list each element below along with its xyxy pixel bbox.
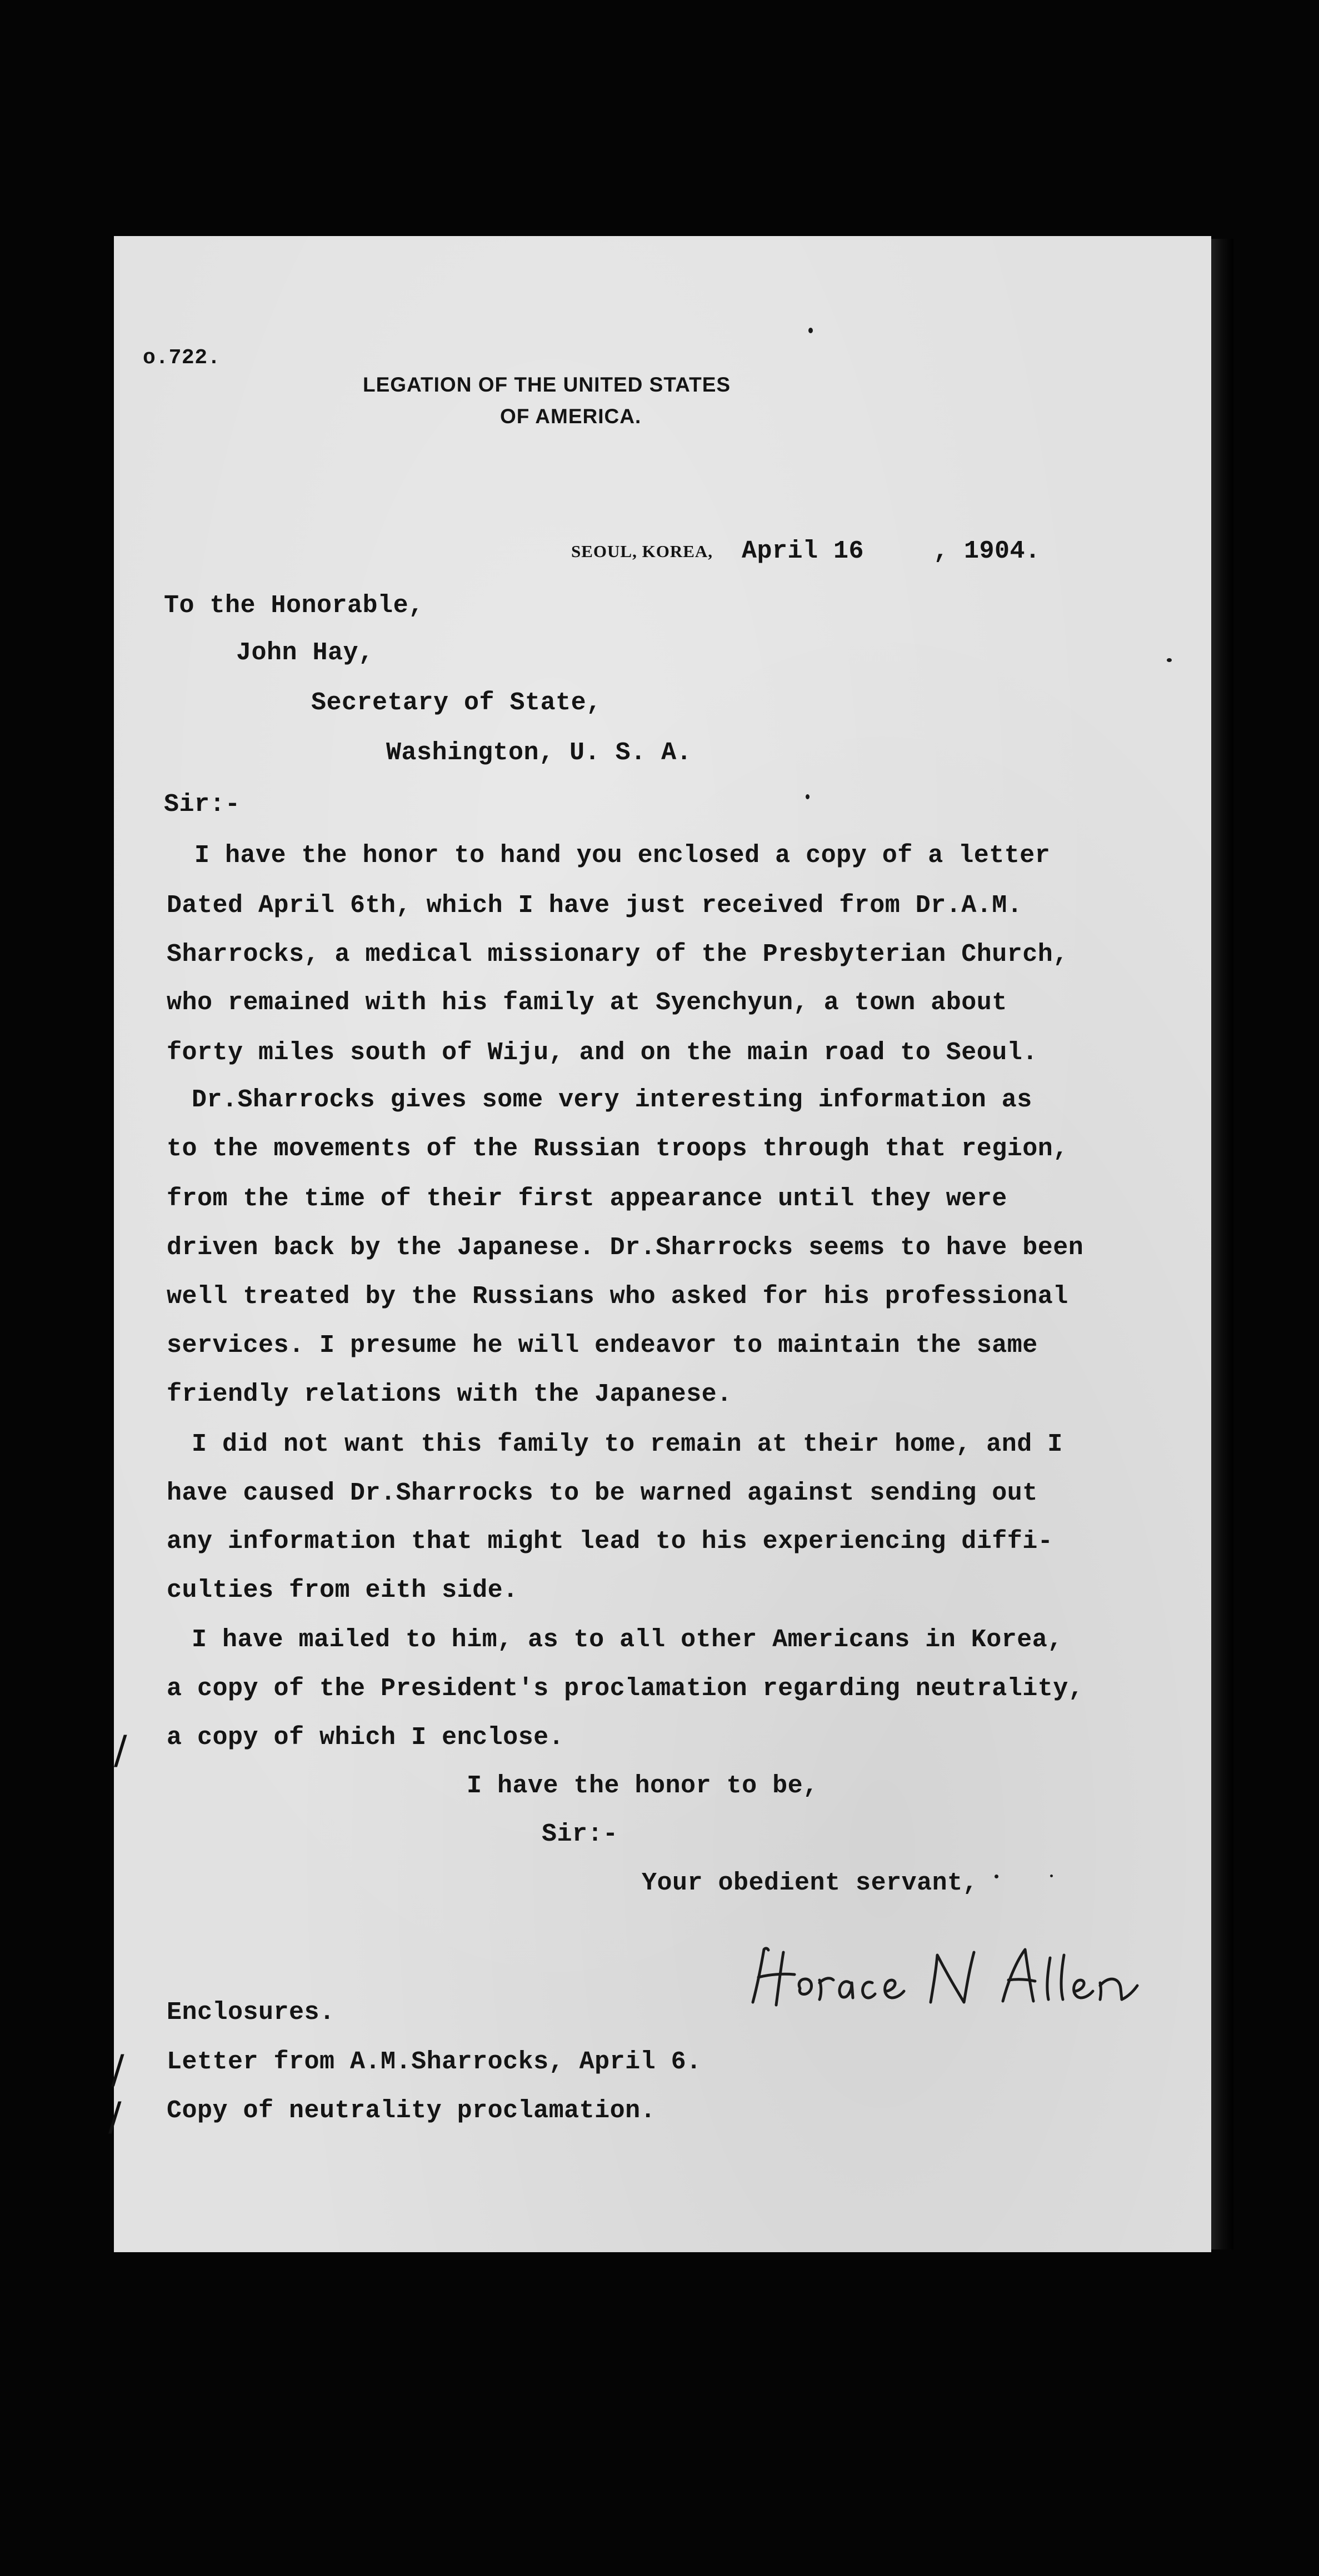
paper-speck: [1050, 1875, 1053, 1877]
paper-speck: [806, 794, 810, 799]
margin-check-mark: /: [111, 2047, 124, 2092]
body-line: have caused Dr.Sharrocks to be warned against sending out: [167, 1479, 1038, 1507]
letterhead-line-2: OF AMERICA.: [500, 405, 642, 428]
margin-check-mark: /: [108, 2094, 122, 2139]
date-line: April 16: [742, 537, 865, 565]
paper-speck: [995, 1875, 998, 1878]
enclosure-item-1: Letter from A.M.Sharrocks, April 6.: [167, 2048, 702, 2076]
letter-sheet: [114, 236, 1211, 2252]
body-line: forty miles south of Wiju, and on the main road to Seoul.: [167, 1039, 1038, 1067]
signature: [742, 1936, 1142, 2019]
body-line: I did not want this family to remain at their home, and I: [192, 1430, 1063, 1459]
margin-check-mark: /: [114, 1727, 127, 1773]
body-line: culties from eith side.: [167, 1576, 518, 1605]
body-line: I have the honor to hand you enclosed a copy of a letter: [194, 841, 1051, 870]
closing-line-1: I have the honor to be,: [467, 1772, 818, 1800]
paper-speck: [808, 328, 813, 333]
body-line: well treated by the Russians who asked for his professional: [167, 1282, 1068, 1311]
body-line: services. I presume he will endeavor to maintain the same: [167, 1331, 1038, 1360]
place-line: SEOUL, KOREA,: [571, 542, 713, 561]
letterhead-line-1: LEGATION OF THE UNITED STATES: [363, 373, 731, 396]
address-line-2: John Hay,: [236, 639, 374, 667]
body-line: I have mailed to him, as to all other Americans in Korea,: [192, 1626, 1063, 1654]
closing-line-2: Sir:-: [542, 1820, 618, 1848]
body-line: a copy of which I enclose.: [167, 1723, 564, 1752]
address-line-4: Washington, U. S. A.: [386, 739, 692, 767]
body-line: from the time of their first appearance until they were: [167, 1185, 1007, 1213]
body-line: Dated April 6th, which I have just received from Dr.A.M.: [167, 891, 1023, 920]
body-line: a copy of the President's proclamation regarding neutrality,: [167, 1675, 1084, 1703]
enclosures-heading: Enclosures.: [167, 1998, 335, 2027]
body-line: to the movements of the Russian troops through that region,: [167, 1135, 1068, 1163]
body-line: Dr.Sharrocks gives some very interesting information as: [192, 1086, 1032, 1114]
body-line: friendly relations with the Japanese.: [167, 1380, 732, 1409]
salutation: Sir:-: [164, 790, 241, 819]
body-line: any information that might lead to his experiencing diffi-: [167, 1527, 1053, 1556]
closing-line-3: Your obedient servant,: [642, 1869, 978, 1897]
enclosure-item-2: Copy of neutrality proclamation.: [167, 2097, 656, 2125]
address-line-3: Secretary of State,: [311, 689, 602, 717]
paper-speck: [1167, 658, 1172, 662]
body-line: Sharrocks, a medical missionary of the Presbyterian Church,: [167, 940, 1068, 969]
year-line: , 1904.: [933, 537, 1041, 565]
document-number: o.722.: [143, 346, 221, 370]
body-line: driven back by the Japanese. Dr.Sharrocks seems to have been: [167, 1234, 1084, 1262]
address-line-1: To the Honorable,: [164, 592, 424, 620]
body-line: who remained with his family at Syenchyun, a town about: [167, 989, 1007, 1017]
